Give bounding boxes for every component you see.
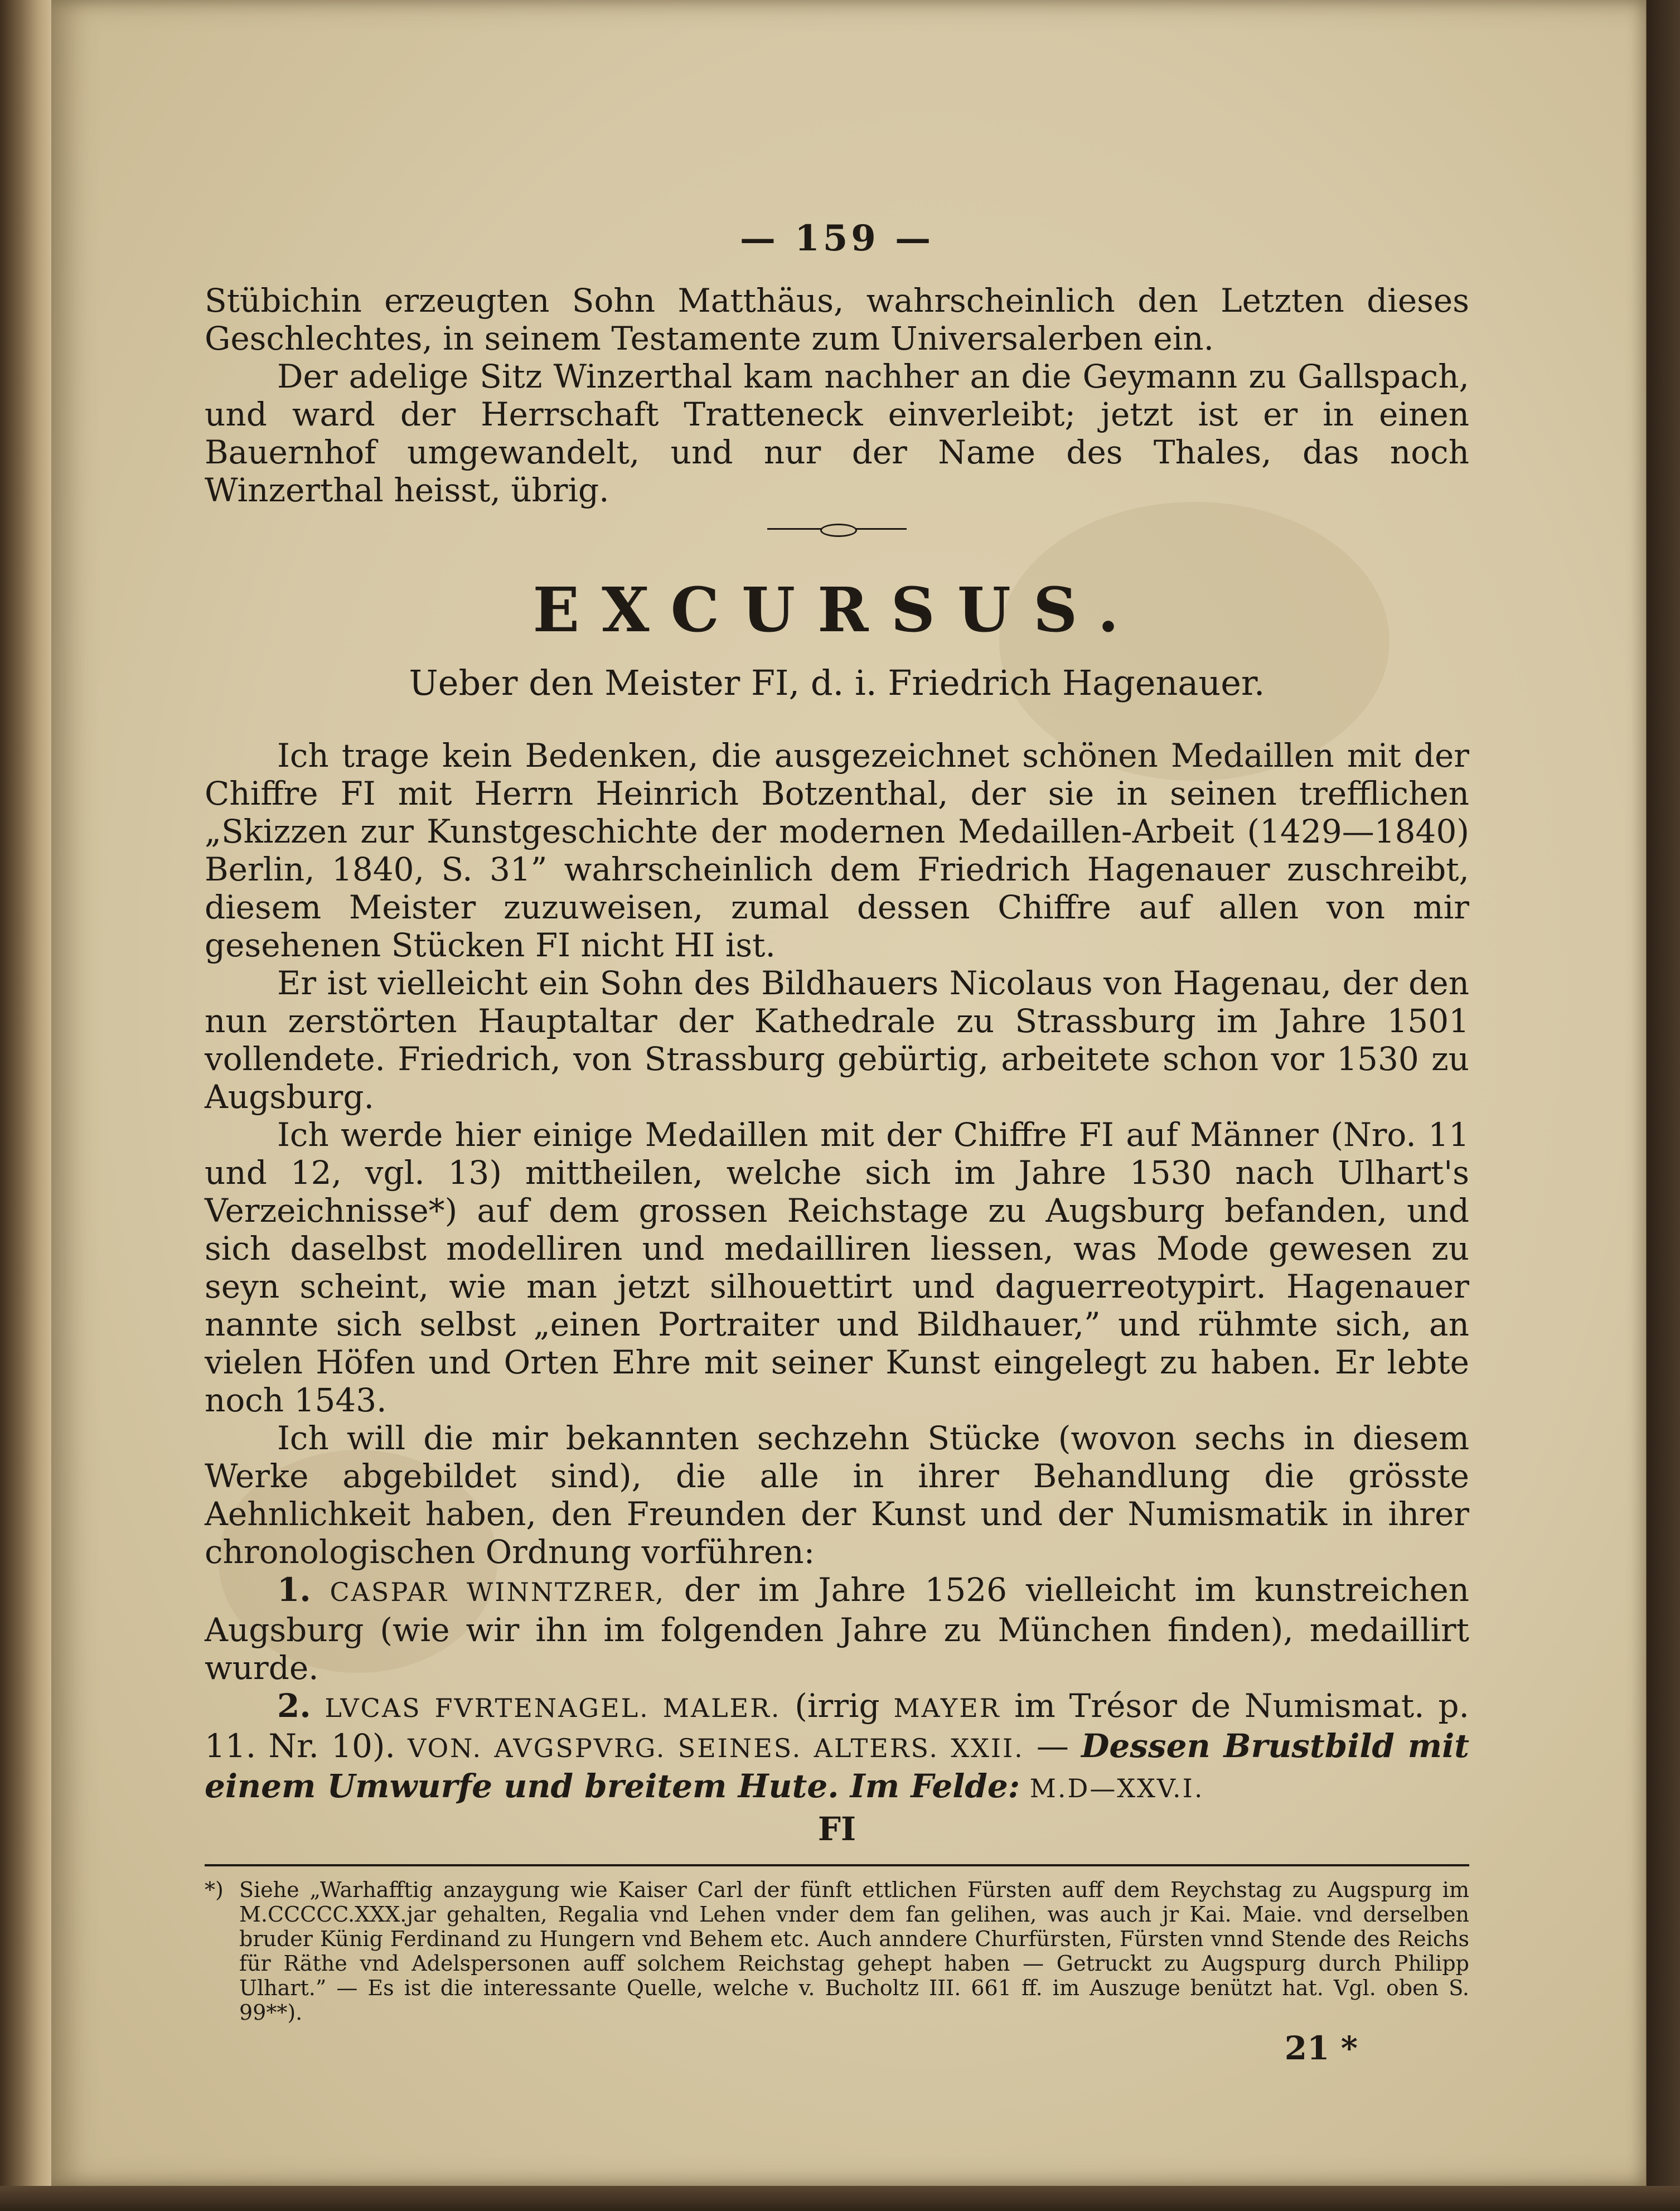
excursus-subtitle: Ueber den Meister FI, d. i. Friedrich Hagenauer. xyxy=(409,662,1265,703)
page-content xyxy=(205,217,1469,2067)
page-number: — 159 — xyxy=(739,217,935,259)
entry-caps: LVCAS FVRTENAGEL. MALER. xyxy=(325,1693,781,1723)
body-paragraph: Er ist vielleicht ein Sohn des Bildhauers Nicolaus von Hagenau, der den nun zerstörten Hauptaltar der Kathedrale zu Strassburg im Jahre 1501 vollendete. Friedrich, von Strassburg gebürtig, arbeitete schon vor 1530 zu Augsburg. xyxy=(205,964,1469,1116)
excursus-title: EXCURSUS. xyxy=(532,574,1141,646)
book-binding-left xyxy=(0,0,51,2211)
medal-entry xyxy=(205,1571,1469,1687)
medal-entry xyxy=(205,1687,1469,1807)
footnote-text xyxy=(205,1878,1469,2025)
signature-mark: 21 * xyxy=(1284,2029,1358,2067)
entry-text: — xyxy=(1024,1727,1082,1765)
entry-text: (irrig xyxy=(781,1687,894,1725)
entry-text: der im Jahre 1526 vielleicht im kunstreichen Augsburg (wie wir ihn im folgenden Jahre zu München finden), medaillirt wurde. xyxy=(205,1571,1469,1687)
fleuron-divider xyxy=(767,522,907,535)
entry-caps: VON. AVGSPVRG. SEINES. ALTERS. XXII. xyxy=(408,1733,1024,1763)
medal-entries xyxy=(205,1571,1469,1849)
entry-text: im Trésor de Numismat. p. 11. Nr. 10). xyxy=(205,1687,1469,1765)
footnote-marker: *) xyxy=(205,1878,224,1902)
entry-number: 1. xyxy=(277,1571,311,1609)
continuation-paragraph: Der adelige Sitz Winzerthal kam nachher an die Geymann zu Gallspach, und ward der Herrschaft Tratteneck einverleibt; jetzt ist er in einen Bauernhof umgewandelt, und nur der Name des Thales, das noch Winzerthal heisst, übrig. xyxy=(205,357,1469,509)
body-paragraph: Ich werde hier einige Medaillen mit der Chiffre FI auf Männer (Nro. 11 und 12, vgl. 13) mittheilen, welche sich im Jahre 1530 nach Ulhart's Verzeichnisse*) auf dem grossen Reichstage zu Augsburg befanden, und sich daselbst modelliren und medailliren liessen, was Mode gewesen zu seyn scheint, wie man jetzt silhouettirt und daguerreotypirt. Hagenauer nannte sich selbst „einen Portraiter und Bildhauer,” und rühmte sich, an vielen Höfen und Orten Ehre mit seiner Kunst eingelegt zu haben. Er lebte noch 1543. xyxy=(205,1116,1469,1419)
footnote-rule xyxy=(205,1864,1469,1866)
footnote-body: Siehe „Warhafftig anzaygung wie Kaiser Carl der fünft ettlichen Fürsten auff dem Reychstag zu Augspurg im M.CCCCC.XXX.jar gehalten, Regalia vnd Lehen vnder dem fan gelihen, was auch jr Kai. Maie. vnd derselben bruder Künig Ferdinand zu Hungern vnd Behem etc. Auch anndere Churfürsten, Fürsten vnnd Stende des Reichs für Räthe vnd Adelspersonen auff solchem Reichstag gehept haben — Getruckt zu Augspurg durch Philipp Ulhart.” — Es ist die interessante Quelle, welche v. Bucholtz III. 661 ff. im Auszuge benützt hat. Vgl. oben S. 99**). xyxy=(239,1878,1469,2025)
entry-caps: M.D—XXV.I. xyxy=(1020,1773,1204,1803)
body-paragraph: Ich will die mir bekannten sechzehn Stücke (wovon sechs in diesem Werke abgebildet sind), die alle in ihrer Behandlung die grösste Aehnlichkeit haben, den Freunden der Kunst und der Numismatik in ihrer chronologischen Ordnung vorführen: xyxy=(205,1419,1469,1571)
continuation-paragraph: Stübichin erzeugten Sohn Matthäus, wahrscheinlich den Letzten dieses Geschlechtes, in seinem Testamente zum Universalerben ein. xyxy=(205,282,1469,357)
body-paragraph: Ich trage kein Bedenken, die ausgezeichnet schönen Medaillen mit der Chiffre FI mit Herrn Heinrich Botzenthal, der sie in seinen trefflichen „Skizzen zur Kunstgeschichte der modernen Medaillen-Arbeit (1429—1840) Berlin, 1840, S. 31” wahrscheinlich dem Friedrich Hagenauer zuschreibt, diesem Meister zuzuweisen, zumal dessen Chiffre auf allen von mir gesehenen Stücken FI nicht HI ist. xyxy=(205,737,1469,964)
entry-italic: Dessen Brustbild mit einem Umwurfe und breitem Hute. Im Felde: xyxy=(205,1727,1469,1805)
entry-number: 2. xyxy=(277,1687,311,1725)
book-edge-bottom xyxy=(0,2186,1680,2211)
book-page xyxy=(51,0,1646,2186)
footnote xyxy=(205,1878,1469,2025)
book-edge-right xyxy=(1647,0,1680,2211)
entry-caps: MAYER xyxy=(893,1693,1001,1723)
monogram: FI xyxy=(817,1810,856,1848)
entry-caps: CASPAR WINNTZRER, xyxy=(330,1577,666,1607)
